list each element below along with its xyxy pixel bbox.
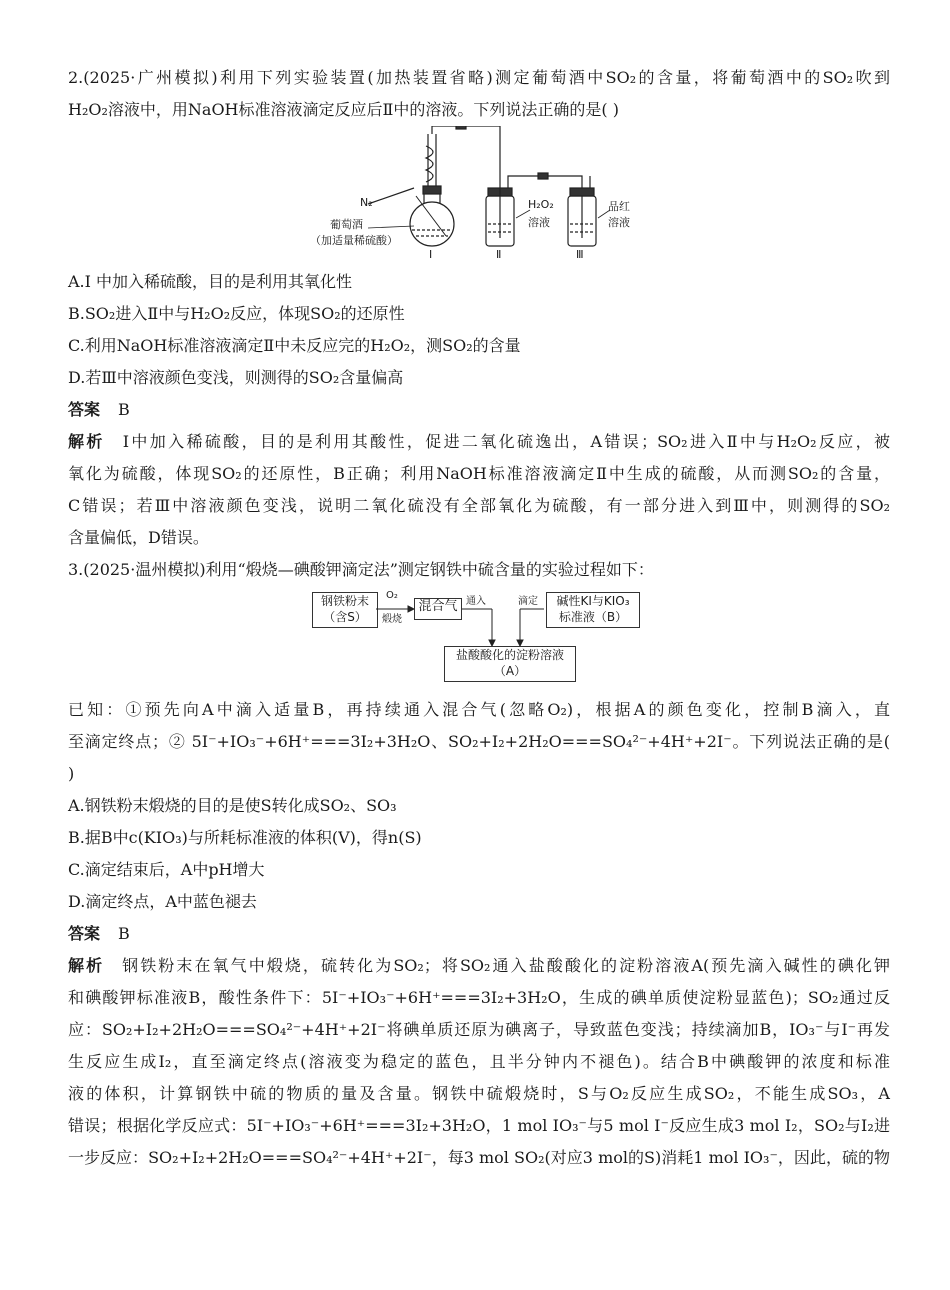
flow-box-steel-line1: 钢铁粉末 bbox=[320, 594, 369, 608]
flow-box-standard-line2: 标准液（B） bbox=[558, 610, 628, 624]
pinhong-solution-label: 溶液 bbox=[608, 216, 630, 229]
q2-stem-line2: H₂O₂溶液中，用NaOH标准溶液滴定反应后Ⅱ中的溶液。下列说法正确的是( ) bbox=[68, 100, 619, 119]
flow-box-steel-line2: （含S） bbox=[323, 610, 367, 624]
flow-o2: O₂ bbox=[386, 590, 398, 601]
q3-stem: 3.(2025·温州模拟)利用“煅烧—碘酸钾滴定法”测定钢铁中硫含量的实验过程如下： bbox=[68, 560, 654, 579]
q3-option-b: B.据B中c(KIO₃)与所耗标准液的体积(V)，得n(S) bbox=[68, 828, 422, 847]
page-content bbox=[68, 62, 890, 1174]
q2-option-b: B.SO₂进入Ⅱ中与H₂O₂反应，体现SO₂的还原性 bbox=[68, 304, 405, 323]
q3-analysis-line2: 和碘酸钾标准液B，酸性条件下：5I⁻+IO₃⁻+6H⁺===3I₂+3H₂O，生成的碘单质使淀粉显蓝色)；SO₂通过反 bbox=[68, 988, 890, 1007]
flow-tongru: 通入 bbox=[466, 596, 486, 607]
flask-1 bbox=[410, 202, 454, 246]
q3-option-d: D.滴定终点，A中蓝色褪去 bbox=[68, 892, 257, 911]
flow-box-standard bbox=[546, 592, 640, 628]
flow-box-starch-line2: （A） bbox=[493, 664, 527, 678]
n2-label: N₂ bbox=[360, 196, 373, 209]
q3-flow-figure bbox=[68, 588, 890, 688]
label-II: Ⅱ bbox=[496, 248, 502, 261]
q3-analysis-line4: 生反应生成I₂，直至滴定终点(溶液变为稳定的蓝色，且半分钟内不褪色)。结合B中碘酸钾的浓度和标准 bbox=[68, 1052, 890, 1071]
q3-analysis-line6: 错误；根据化学反应式：5I⁻+IO₃⁻+6H⁺===3I₂+3H₂O，1 mol IO₃⁻与5 mol I⁻反应生成3 mol I₂，SO₂与I₂进 bbox=[68, 1116, 890, 1135]
q2-analysis-line3: C错误；若Ⅲ中溶液颜色变浅，说明二氧化硫没有全部氧化为硫酸，有一部分进入到Ⅲ中，则测得的SO₂ bbox=[68, 496, 890, 515]
wine-label: 葡萄酒 bbox=[330, 218, 363, 231]
q2-analysis-text1: Ⅰ中加入稀硫酸，目的是利用其酸性，促进二氧化硫逸出，A错误；SO₂进入Ⅱ中与H₂O₂反应，被 bbox=[122, 432, 890, 451]
apparatus-diagram bbox=[68, 126, 890, 266]
q2-option-d: D.若Ⅲ中溶液颜色变浅，则测得的SO₂含量偏高 bbox=[68, 368, 404, 387]
q2-analysis-line4: 含量偏低，D错误。 bbox=[68, 528, 209, 547]
q3-analysis-line1 bbox=[68, 950, 890, 982]
flow-calc: 煅烧 bbox=[382, 614, 402, 625]
label-III: Ⅲ bbox=[576, 248, 584, 261]
flow-dingding: 滴定 bbox=[518, 596, 538, 607]
flow-box-standard-line1: 碱性KI与KIO₃ bbox=[556, 594, 630, 608]
flow-box-mixgas: 混合气 bbox=[414, 598, 462, 620]
h2o2-label: H₂O₂ bbox=[528, 198, 554, 211]
flow-box-starch bbox=[444, 646, 576, 682]
q3-analysis-text1: 钢铁粉末在氧气中煅烧，硫转化为SO₂；将SO₂通入盐酸酸化的淀粉溶液A(预先滴入碱性的碘化钾 bbox=[122, 956, 890, 975]
h2o2-solution-label: 溶液 bbox=[528, 216, 550, 229]
q3-known-line2: 至滴定终点；② 5I⁻+IO₃⁻+6H⁺===3I₂+3H₂O、SO₂+I₂+2H₂O===SO₄²⁻+4H⁺+2I⁻。下列说法正确的是( bbox=[68, 732, 890, 751]
q3-analysis-line3: 应：SO₂+I₂+2H₂O===SO₄²⁻+4H⁺+2I⁻将碘单质还原为碘离子，导致蓝色变浅；持续滴加B，IO₃⁻与I⁻再发 bbox=[68, 1020, 890, 1039]
answer-value: B bbox=[118, 400, 130, 419]
answer-value: B bbox=[118, 924, 130, 943]
answer-label: 答案 bbox=[68, 924, 101, 943]
q2-analysis-line1 bbox=[68, 426, 890, 458]
q3-answer bbox=[68, 918, 890, 950]
q2-analysis-line2: 氧化为硫酸，体现SO₂的还原性，B正确；利用NaOH标准溶液滴定Ⅱ中生成的硫酸，从而测SO₂的含量， bbox=[68, 464, 890, 483]
analysis-label: 解析 bbox=[68, 432, 105, 451]
answer-label: 答案 bbox=[68, 400, 101, 419]
q3-analysis-line5: 液的体积，计算钢铁中硫的物质的量及含量。钢铁中硫煅烧时，S与O₂反应生成SO₂，不能生成SO₃，A bbox=[68, 1084, 890, 1103]
q3-option-a: A.钢铁粉末煅烧的目的是使S转化成SO₂、SO₃ bbox=[68, 796, 397, 815]
analysis-label: 解析 bbox=[68, 956, 105, 975]
q2-apparatus-figure bbox=[68, 126, 890, 266]
q3-known-line3: ) bbox=[68, 764, 75, 783]
q3-option-c: C.滴定结束后，A中pH增大 bbox=[68, 860, 265, 879]
q3-known-line1: 已知：①预先向A中滴入适量B，再持续通入混合气(忽略O₂)，根据A的颜色变化，控制B滴入，直 bbox=[68, 700, 890, 719]
flow-box-starch-line1: 盐酸酸化的淀粉溶液 bbox=[455, 648, 564, 662]
wine-sublabel: （加适量稀硫酸） bbox=[310, 234, 398, 247]
pinhong-label: 品红 bbox=[608, 200, 630, 213]
q3-analysis-line7: 一步反应：SO₂+I₂+2H₂O===SO₄²⁻+4H⁺+2I⁻，每3 mol SO₂(对应3 mol的S)消耗1 mol IO₃⁻，因此，硫的物 bbox=[68, 1148, 890, 1167]
label-I: Ⅰ bbox=[429, 248, 433, 261]
q2-answer bbox=[68, 394, 890, 426]
q2-option-a: A.Ⅰ 中加入稀硫酸，目的是利用其氧化性 bbox=[68, 272, 353, 291]
q2-stem-line1: 2.(2025·广州模拟)利用下列实验装置(加热装置省略)测定葡萄酒中SO₂的含量，将葡萄酒中的SO₂吹到 bbox=[68, 68, 890, 87]
q2-option-c: C.利用NaOH标准溶液滴定Ⅱ中未反应完的H₂O₂，测SO₂的含量 bbox=[68, 336, 521, 355]
